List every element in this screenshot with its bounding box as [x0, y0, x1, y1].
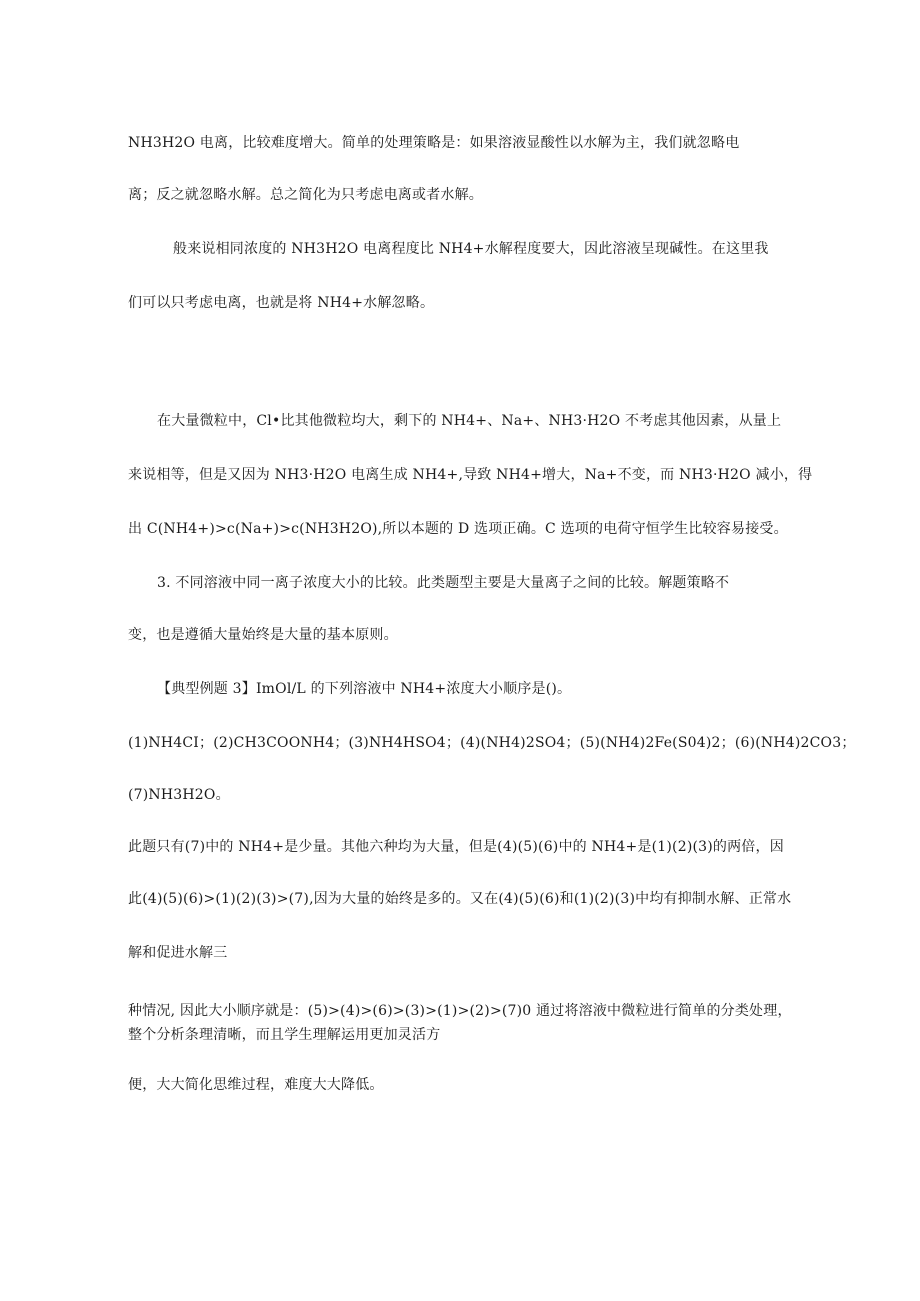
- solution-list: (1)NH4CI；(2)CH3COONH4；(3)NH4HSO4；(4)(NH4)2SO4；(5)(NH4)2Fe(S04)2；(6)(NH4)2CO3；: [128, 735, 856, 751]
- paragraph-line-6: 来说相等，但是又因为 NH3·H2O 电离生成 NH4+,导致 NH4+增大，Na+不变，而 NH3·H2O 减小，得: [128, 467, 813, 483]
- paragraph-line-2: 离；反之就忽略水解。总之简化为只考虑电离或者水解。: [128, 187, 483, 203]
- paragraph-line-8: 3. 不同溶液中同一离子浓度大小的比较。此类题型主要是大量离子之间的比较。解题策略不: [157, 575, 730, 591]
- paragraph-line-1: NH3H2O 电离，比较难度增大。简单的处理策略是：如果溶液显酸性以水解为主，我们就忽略电: [128, 135, 740, 151]
- paragraph-line-9: 变，也是遵循大量始终是大量的基本原则。: [128, 627, 398, 643]
- paragraph-line-15: 解和促进水解三: [128, 945, 228, 961]
- paragraph-line-13: 此题只有(7)中的 NH4+是少量。其他六种均为大量，但是(4)(5)(6)中的 NH4+是(1)(2)(3)的两倍，因: [128, 839, 784, 855]
- example-heading: 【典型例题 3】ImOl/L 的下列溶液中 NH4+浓度大小顺序是()。: [157, 681, 572, 697]
- paragraph-line-4: 们可以只考虑电离，也就是将 NH4+水解忽略。: [128, 295, 435, 311]
- solution-list-end: (7)NH3H2O。: [128, 787, 230, 803]
- paragraph-line-7: 出 C(NH4+)>c(Na+)>c(NH3H2O),所以本题的 D 选项正确。C 选项的电荷守恒学生比较容易接受。: [128, 521, 788, 537]
- paragraph-line-17: 整个分析条理清晰，而且学生理解运用更加灵活方: [128, 1027, 441, 1043]
- paragraph-line-14: 此(4)(5)(6)>(1)(2)(3)>(7),因为大量的始终是多的。又在(4)(5)(6)和(1)(2)(3)中均有抑制水解、正常水: [128, 891, 792, 907]
- paragraph-line-16: 种情况, 因此大小顺序就是：(5)>(4)>(6)>(3)>(1)>(2)>(7)0 通过将溶液中微粒进行简单的分类处理，: [128, 1003, 792, 1019]
- paragraph-line-18: 便，大大简化思维过程，难度大大降低。: [128, 1077, 384, 1093]
- paragraph-line-5: 在大量微粒中，Cl•比其他微粒均大，剩下的 NH4+、Na+、NH3·H2O 不考虑其他因素，从量上: [157, 413, 782, 429]
- paragraph-line-3: 般来说相同浓度的 NH3H2O 电离程度比 NH4+水解程度要大，因此溶液呈现碱性。在这里我: [173, 241, 769, 257]
